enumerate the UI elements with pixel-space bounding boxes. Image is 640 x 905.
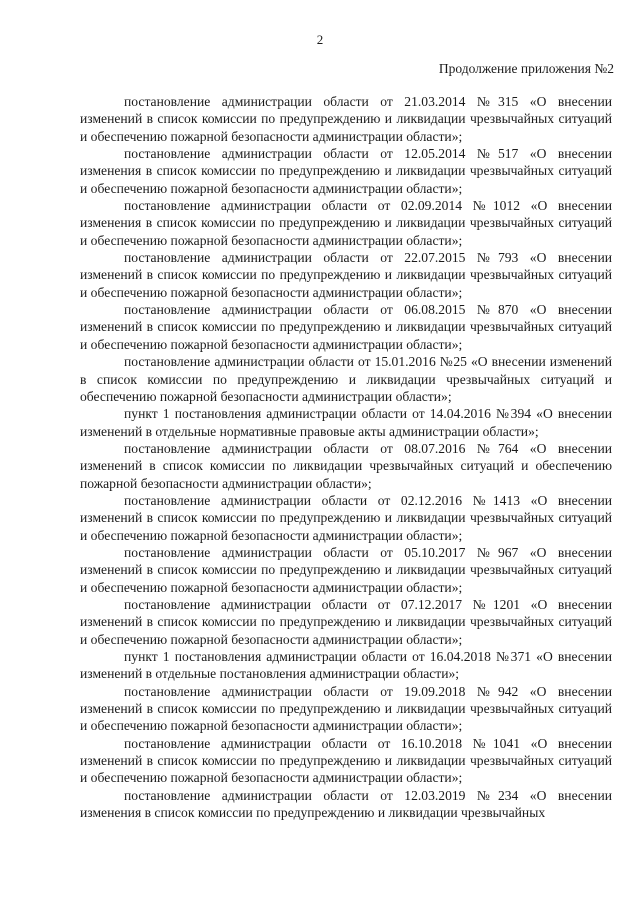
paragraph: постановление администрации области от 07.12.2017 №1201 «О внесении изменений в список комиссии по предупреждению и ликвидации чрезвычайных ситуаций и обеспечению пожарной безопасности администрации области»; (80, 596, 612, 647)
paragraph: постановление администрации области от 21.03.2014 №315 «О внесении изменений в список комиссии по предупреждению и ликвидации чрезвычайных ситуаций и обеспечению пожарной безопасности администрации области»; (80, 94, 612, 144)
paragraph: пункт 1 постановления администрации области от 14.04.2016 №394 «О внесении изменений в отдельные нормативные правовые акты администрации области»; (80, 406, 612, 439)
paragraph: постановление администрации области от 12.03.2019 №234 «О внесении изменения в список комиссии по предупреждению и ликвидации чрезвычайных (80, 787, 612, 821)
paragraph: постановление администрации области от 19.09.2018 №942 «О внесении изменений в список комиссии по предупреждению и ликвидации чрезвычайных ситуаций и обеспечению пожарной безопасности администрации области»; (80, 683, 612, 734)
paragraph: постановление администрации области от 12.05.2014 №517 «О внесении изменения в список комиссии по предупреждению и ликвидации чрезвычайных ситуаций и обеспечению пожарной безопасности администрации области»; (80, 146, 612, 196)
paragraph: постановление администрации области от 06.08.2015 №870 «О внесении изменений в список комиссии по предупреждению и ликвидации чрезвычайных ситуаций и обеспечению пожарной безопасности администрации области»; (80, 302, 612, 352)
paragraph: постановление администрации области от 08.07.2016 №764 «О внесении изменений в список комиссии по ликвидации чрезвычайных ситуаций и обеспечению пожарной безопасности администрации области»; (80, 440, 612, 491)
paragraph: пункт 1 постановления администрации области от 16.04.2018 №371 «О внесении изменений в отдельные постановления администрации области»; (80, 649, 612, 682)
continuation-label: Продолжение приложения №2 (438, 61, 614, 76)
page-number: 2 (316, 32, 324, 47)
paragraph: постановление администрации области от 15.01.2016 №25 «О внесении изменений в список комиссии по предупреждению и ликвидации чрезвычайных ситуаций и обеспечению пожарной безопасности администрации области»; (80, 354, 612, 404)
document-body (80, 93, 612, 821)
paragraph: постановление администрации области от 02.12.2016 №1413 «О внесении изменений в список комиссии по предупреждению и ликвидации чрезвычайных ситуаций и обеспечению пожарной безопасности администрации области»; (80, 492, 612, 543)
paragraph: постановление администрации области от 02.09.2014 №1012 «О внесении изменения в список комиссии по предупреждению и ликвидации чрезвычайных ситуаций и обеспечению пожарной безопасности администрации области»; (80, 198, 612, 248)
paragraph: постановление администрации области от 16.10.2018 №1041 «О внесении изменений в список комиссии по предупреждению и ликвидации чрезвычайных ситуаций и обеспечению пожарной безопасности администрации области»; (80, 735, 612, 786)
paragraph: постановление администрации области от 22.07.2015 №793 «О внесении изменений в список комиссии по предупреждению и ликвидации чрезвычайных ситуаций и обеспечению пожарной безопасности администрации области»; (80, 250, 612, 300)
paragraph: постановление администрации области от 05.10.2017 №967 «О внесении изменений в список комиссии по предупреждению и ликвидации чрезвычайных ситуаций и обеспечению пожарной безопасности администрации области»; (80, 544, 612, 595)
